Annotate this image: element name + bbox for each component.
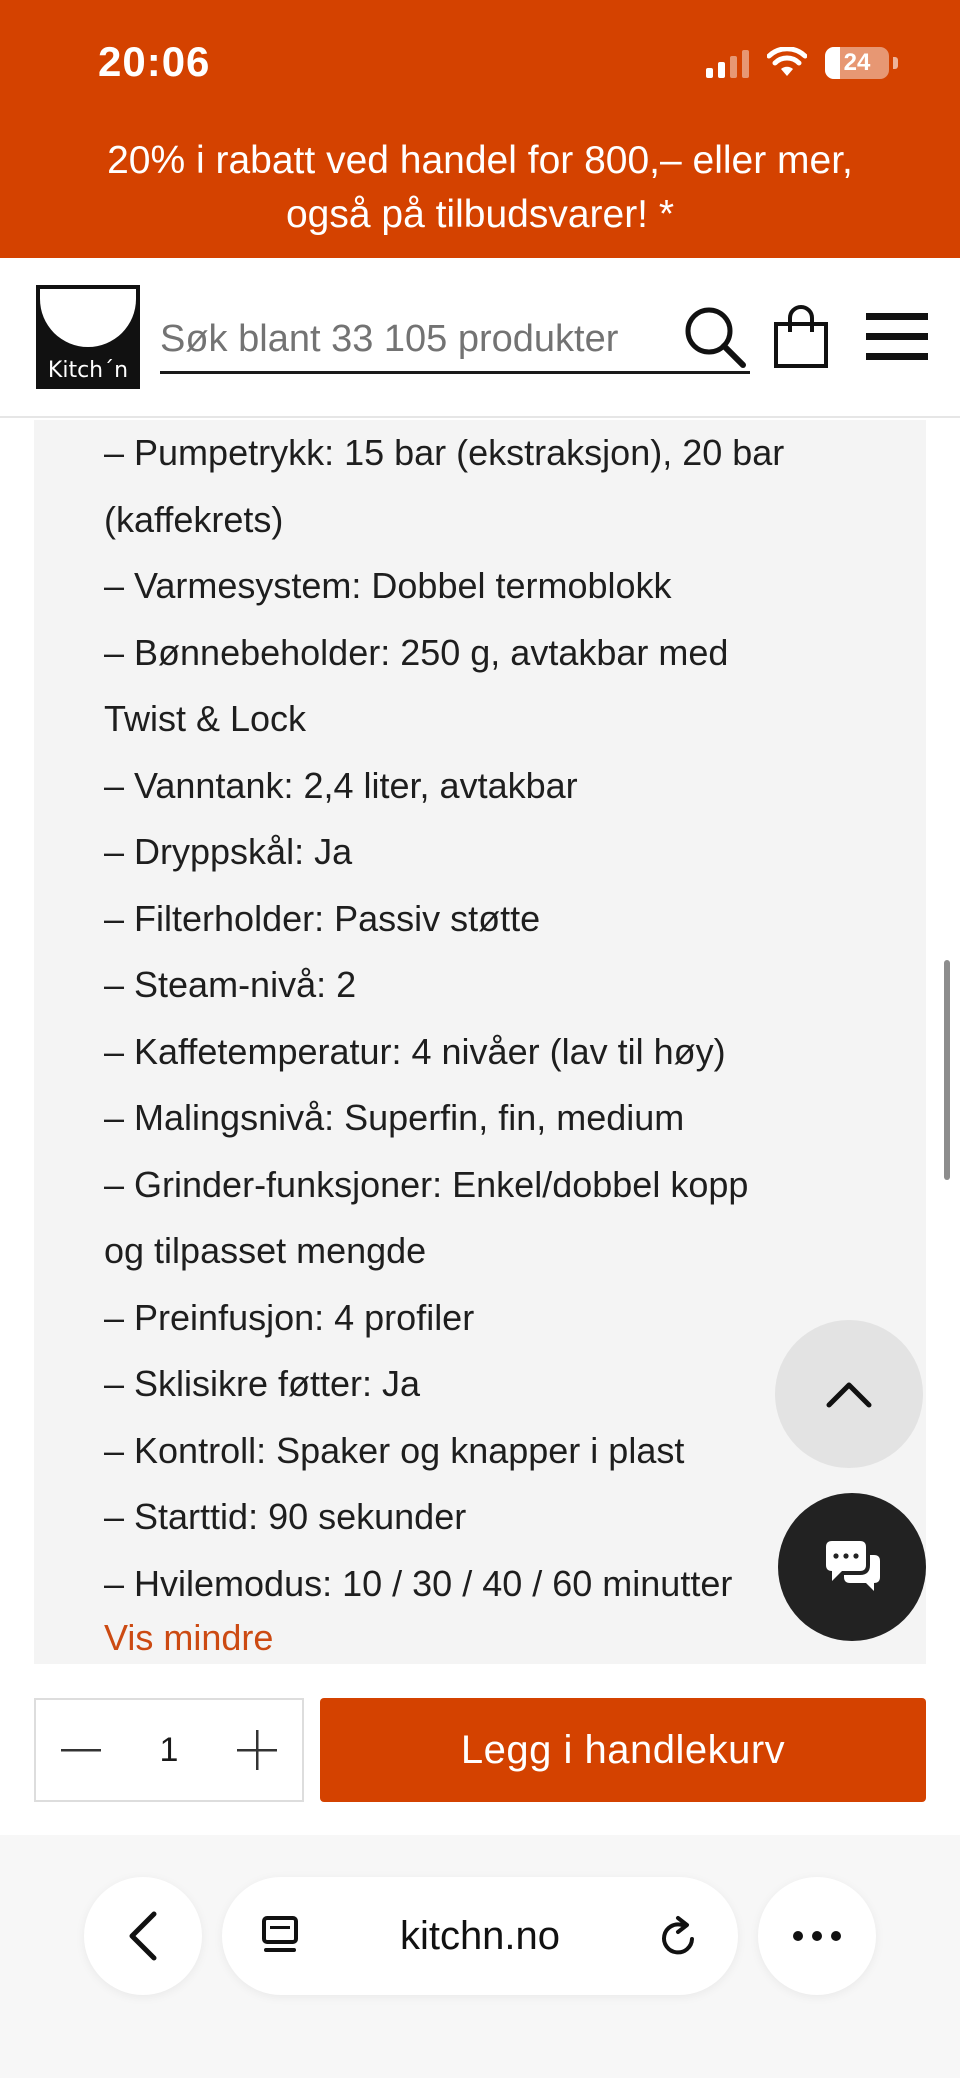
kitchn-logo[interactable] [36, 285, 140, 389]
spec-line: – Hvilemodus: 10 / 30 / 40 / 60 minutter [104, 1562, 733, 1604]
spec-list [104, 420, 904, 1617]
battery-level: 24 [843, 49, 871, 76]
spec-line: – Vanntank: 2,4 liter, avtakbar [104, 764, 578, 806]
cellular-signal-icon [706, 48, 749, 78]
url-text: kitchn.no [399, 1913, 561, 1958]
spec-line: – Sklisikre føtter: Ja [104, 1363, 421, 1404]
address-bar[interactable] [222, 1877, 738, 1995]
spec-line: – Grinder-funksjoner: Enkel/dobbel kopp [104, 1163, 749, 1205]
increase-quantity-button[interactable] [212, 1700, 302, 1800]
menu-icon[interactable] [862, 302, 932, 372]
quantity-stepper [34, 1698, 304, 1802]
battery-icon [825, 47, 889, 79]
promo-line-2: også på tilbudsvarer! * [285, 193, 675, 236]
reload-icon[interactable] [658, 1915, 700, 1959]
spec-line: – Filterholder: Passiv støtte [104, 897, 541, 939]
logo-text: Kitch´n [47, 358, 129, 383]
tab-overview-icon[interactable] [260, 1915, 302, 1957]
spec-line: – Kaffetemperatur: 4 nivåer (lav til høy) [104, 1030, 726, 1072]
plus-icon [237, 1730, 277, 1770]
promo-line-1: 20% i rabatt ved handel for 800,– eller mer, [107, 139, 853, 182]
spec-line: – Malingsnivå: Superfin, fin, medium [104, 1097, 685, 1138]
scrollbar[interactable] [944, 960, 950, 1180]
show-less-link[interactable]: Vis mindre [104, 1617, 274, 1658]
spec-line: Twist & Lock [104, 698, 307, 739]
spec-line: – Dryppskål: Ja [104, 831, 353, 872]
promo-text[interactable] [0, 134, 960, 242]
status-time: 20:06 [98, 38, 211, 85]
spec-line: – Starttid: 90 sekunder [104, 1496, 467, 1537]
status-icons [706, 44, 898, 82]
chat-bubbles-icon [820, 1539, 884, 1595]
spec-line: (kaffekrets) [104, 498, 284, 540]
promo-banner [0, 0, 960, 258]
spec-line: – Bønnebeholder: 250 g, avtakbar med [104, 631, 729, 673]
chevron-left-icon [128, 1910, 158, 1962]
ellipsis-icon [792, 1930, 842, 1942]
more-options-button[interactable] [758, 1877, 876, 1995]
wifi-icon [767, 47, 807, 79]
spec-line: – Steam-nivå: 2 [104, 964, 357, 1005]
site-header [0, 258, 960, 418]
add-to-cart-button[interactable]: Legg i handlekurv [320, 1698, 926, 1802]
minus-icon [61, 1747, 101, 1753]
spec-line: og tilpasset mengde [104, 1230, 427, 1271]
back-button[interactable] [84, 1877, 202, 1995]
quantity-value[interactable]: 1 [159, 1731, 179, 1769]
spec-line: – Kontroll: Spaker og knapper i plast [104, 1429, 685, 1471]
spec-line: – Pumpetrykk: 15 bar (ekstraksjon), 20 bar [104, 432, 785, 473]
shopping-bag-icon[interactable] [766, 302, 836, 372]
chevron-up-icon [825, 1379, 873, 1409]
spec-line: – Preinfusjon: 4 profiler [104, 1296, 475, 1338]
spec-line: – Varmesystem: Dobbel termoblokk [104, 565, 672, 606]
search-icon[interactable] [680, 302, 750, 372]
decrease-quantity-button[interactable] [36, 1700, 126, 1800]
chat-button[interactable] [778, 1493, 926, 1641]
scroll-to-top-button[interactable] [775, 1320, 923, 1468]
browser-toolbar [0, 1835, 960, 2078]
search-input[interactable] [160, 308, 750, 374]
product-specifications [34, 420, 926, 1664]
